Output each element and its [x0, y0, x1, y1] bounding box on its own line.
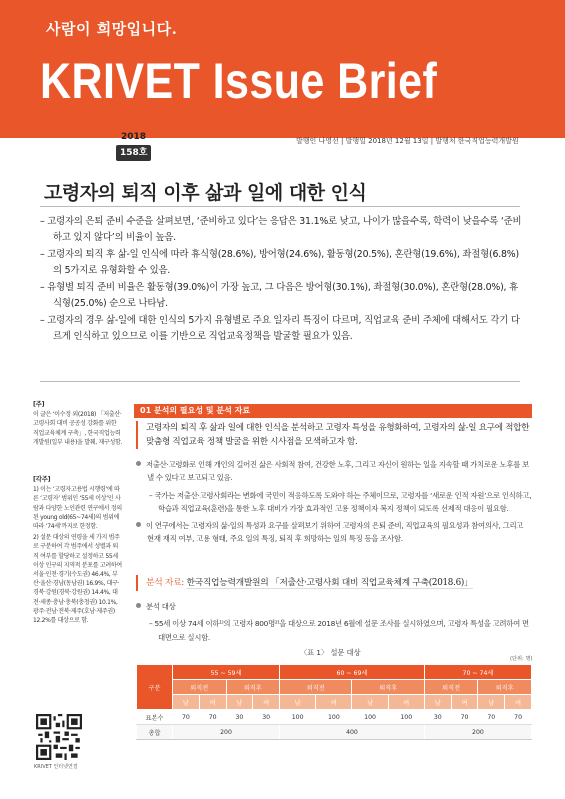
summary-item: – 고령자의 은퇴 준비 수준을 살펴보면, ‘준비하고 있다’는 응답은 31.1%로 낮고, 나이가 많을수록, 학력이 낮을수록 ‘준비하고 있지 않다’의 비율이 높음.	[40, 216, 522, 243]
bullet-dot-icon	[136, 522, 141, 527]
table-cell: 200	[173, 725, 280, 740]
source-line	[136, 575, 532, 591]
age-group-header: 55 ~ 59세	[173, 665, 280, 680]
age-group-header: 60 ~ 69세	[280, 665, 425, 680]
sub-item: – 국가는 저출산·고령사회라는 변화에 국민이 적응하도록 도와야 하는 주체이므로, 고령자를 ‘새로운 인적 자원’으로 인식하고, 학습과 직업교육(훈련)을 통한 노후 대비가 가장 효과적인 고용 정책이자 복지 정책이 되도록 선제적 대응이 필요함.	[149, 490, 532, 513]
sex-header: 남	[280, 695, 316, 710]
table-cell: 70	[173, 710, 200, 725]
survey-table	[136, 664, 532, 740]
sex-header: 여	[505, 695, 532, 710]
table-row-header: 구분	[137, 665, 173, 710]
retire-status-header: 퇴직후	[226, 680, 280, 695]
sex-header: 여	[199, 695, 226, 710]
sex-header: 남	[226, 695, 253, 710]
sex-header: 여	[253, 695, 280, 710]
table-cell: 70	[505, 710, 532, 725]
retire-status-header: 퇴직전	[280, 680, 352, 695]
table-cell: 100	[352, 710, 388, 725]
summary-list	[40, 214, 525, 346]
footnote-text: 2) 설문 대상의 연령을 세 가지 범주로 구분하여 각 범주에서 성별과 퇴직 여부를 할당하고 설정하고 55세 이상 인구의 지역적 분포를 고려하여 서울·인천·경기(수도권) 46.4%, 부산·울산·경남(동남권) 16.9%, 대구·경북·강원(경북·강원권) 14.4%, 대전·세종·충남·충북(충청권) 10.1%, 광주·전남·전북·제주(호남·제주권) 12.2%를 대상으로 함.	[33, 534, 122, 625]
table-cell: 100	[280, 710, 316, 725]
sex-header: 남	[352, 695, 388, 710]
section-title: 01 분석의 필요성 및 분석 자료	[140, 406, 251, 415]
sidebar-notes	[33, 400, 123, 627]
page-title: 고령자의 퇴직 이후 삶과 일에 대한 인식	[44, 182, 367, 204]
divider	[40, 381, 520, 382]
qr-code-icon[interactable]	[36, 714, 82, 760]
bullet-dot-icon	[136, 603, 141, 608]
sex-header: 여	[451, 695, 478, 710]
qr-caption: KRIVET 인터넷연결	[34, 764, 78, 770]
target-bullets	[136, 600, 532, 648]
sub-item: – 55세 이상 74세 이하¹⁾의 고령자 800명²⁾을 대상으로 2018년 6월에 설문 조사를 실시하였으며, 고령자 특성을 고려하여 면대면으로 실시함.	[149, 619, 529, 642]
summary-item: – 고령자의 퇴직 후 삶-일 인식에 따라 휴식형(28.6%), 방어형(24.6%), 활동형(20.5%), 혼란형(19.6%), 좌절형(6.8%)의 5가지로 유형화할 수 있음.	[40, 249, 519, 276]
footnote-text: 1) 이는 ‘고령자고용법 시행령’에 따른 ‘고령자’ 범위인 ‘55세 이상’인 사람과 다양한 노인관련 연구에서 정의된 young old(65~74세)의 범위에 따라 ‘74세’까지로 한정함.	[33, 486, 122, 531]
table-cell: 70	[199, 710, 226, 725]
section-description: 고령자의 퇴직 후 삶과 일에 대한 인식을 분석하고 고령자 특성을 유형화하여, 고령자의 삶-일 요구에 적합한 맞춤형 직업교육 정책 발굴을 위한 시사점을 모색하고자 함.	[136, 421, 532, 449]
table-cell: 100	[388, 710, 424, 725]
bullet-item: 분석 대상	[136, 600, 532, 613]
retire-status-header: 퇴직후	[478, 680, 532, 695]
footnote-heading: [각주]	[33, 475, 51, 484]
retire-status-header: 퇴직후	[352, 680, 424, 695]
bullet-item: 저출산·고령화로 인해 개인의 길어진 삶은 사회적 참여, 건강한 노후, 그리고 자신이 원하는 일을 지속할 때 가치로운 노후를 보낼 수 있다고 보고되고 있음.	[136, 458, 532, 485]
note-heading: [주]	[33, 400, 45, 408]
table-cell: 70	[478, 710, 505, 725]
retire-status-header: 퇴직전	[173, 680, 227, 695]
sex-header: 남	[173, 695, 200, 710]
summary-item: – 유형별 퇴직 준비 비율은 활동형(39.0%)이 가장 높고, 그 다음은 방어형(30.1%), 좌절형(30.0%), 혼란형(28.0%), 휴식형(25.0%) 순으로 나타남.	[40, 282, 518, 309]
table-cell: 100	[316, 710, 352, 725]
slogan: 사람이 희망입니다.	[46, 20, 178, 38]
publication-info: 발행인 나영선 | 발행일 2018년 12월 13일 | 발행처 한국직업능력개발원	[296, 137, 519, 145]
table-cell: 30	[424, 710, 451, 725]
table-row	[137, 725, 532, 740]
bullet-item: 이 연구에서는 고령자의 삶-일의 특성과 요구를 살펴보기 위하여 고령자의 은퇴 준비, 직업교육의 필요성과 참여의사, 그리고 현재 재직 여부, 고용 형태, 주요 일의 특징, 퇴직 후 희망하는 일의 특징 등을 조사함.	[136, 519, 532, 546]
table-cell-label: 표본수	[137, 710, 173, 725]
sex-header: 남	[424, 695, 451, 710]
issue-year: 2018	[121, 132, 147, 142]
sex-header: 여	[388, 695, 424, 710]
table-cell: 70	[451, 710, 478, 725]
sex-header: 여	[316, 695, 352, 710]
table-cell: 30	[226, 710, 253, 725]
table-cell: 200	[424, 725, 531, 740]
source-value: 한국직업능력개발원의 「저출산·고령사회 대비 직업교육체계 구축(2018.6)」	[186, 578, 473, 588]
table-caption: 〈표 1〉 설문 대상	[300, 648, 361, 657]
summary-item: – 고령자의 경우 삶-일에 대한 인식의 5가지 유형별로 주요 일자리 특징이 다르며, 직업교육 준비 주체에 대해서도 각기 다르게 인식하고 있으므로 이를 기반으로 직업교육정책을 발굴할 필요가 있음.	[40, 315, 520, 342]
note-text: 이 글은 ‘이수정 외(2018) 「저출산·고령사회 대비 공공성 강화를 위한 직업교육체계 구축」, 한국직업능력개발원(일부 내용)을 발췌, 재구성함.	[33, 411, 123, 446]
retire-status-header: 퇴직전	[424, 680, 478, 695]
brand-title: KRIVET Issue Brief	[40, 53, 438, 109]
table-cell-label: 총합	[137, 725, 173, 740]
table-unit: (단위: 명)	[510, 656, 533, 662]
table-cell: 400	[280, 725, 425, 740]
issue-number-badge: 158호	[116, 145, 151, 161]
section-bullets	[136, 458, 532, 550]
table-row	[137, 710, 532, 725]
header-banner	[0, 0, 565, 138]
age-group-header: 70 ~ 74세	[424, 665, 531, 680]
bullet-dot-icon	[136, 461, 141, 466]
divider	[40, 206, 520, 207]
source-label: 분석 자료:	[146, 578, 184, 588]
table-cell: 30	[253, 710, 280, 725]
sex-header: 남	[478, 695, 505, 710]
